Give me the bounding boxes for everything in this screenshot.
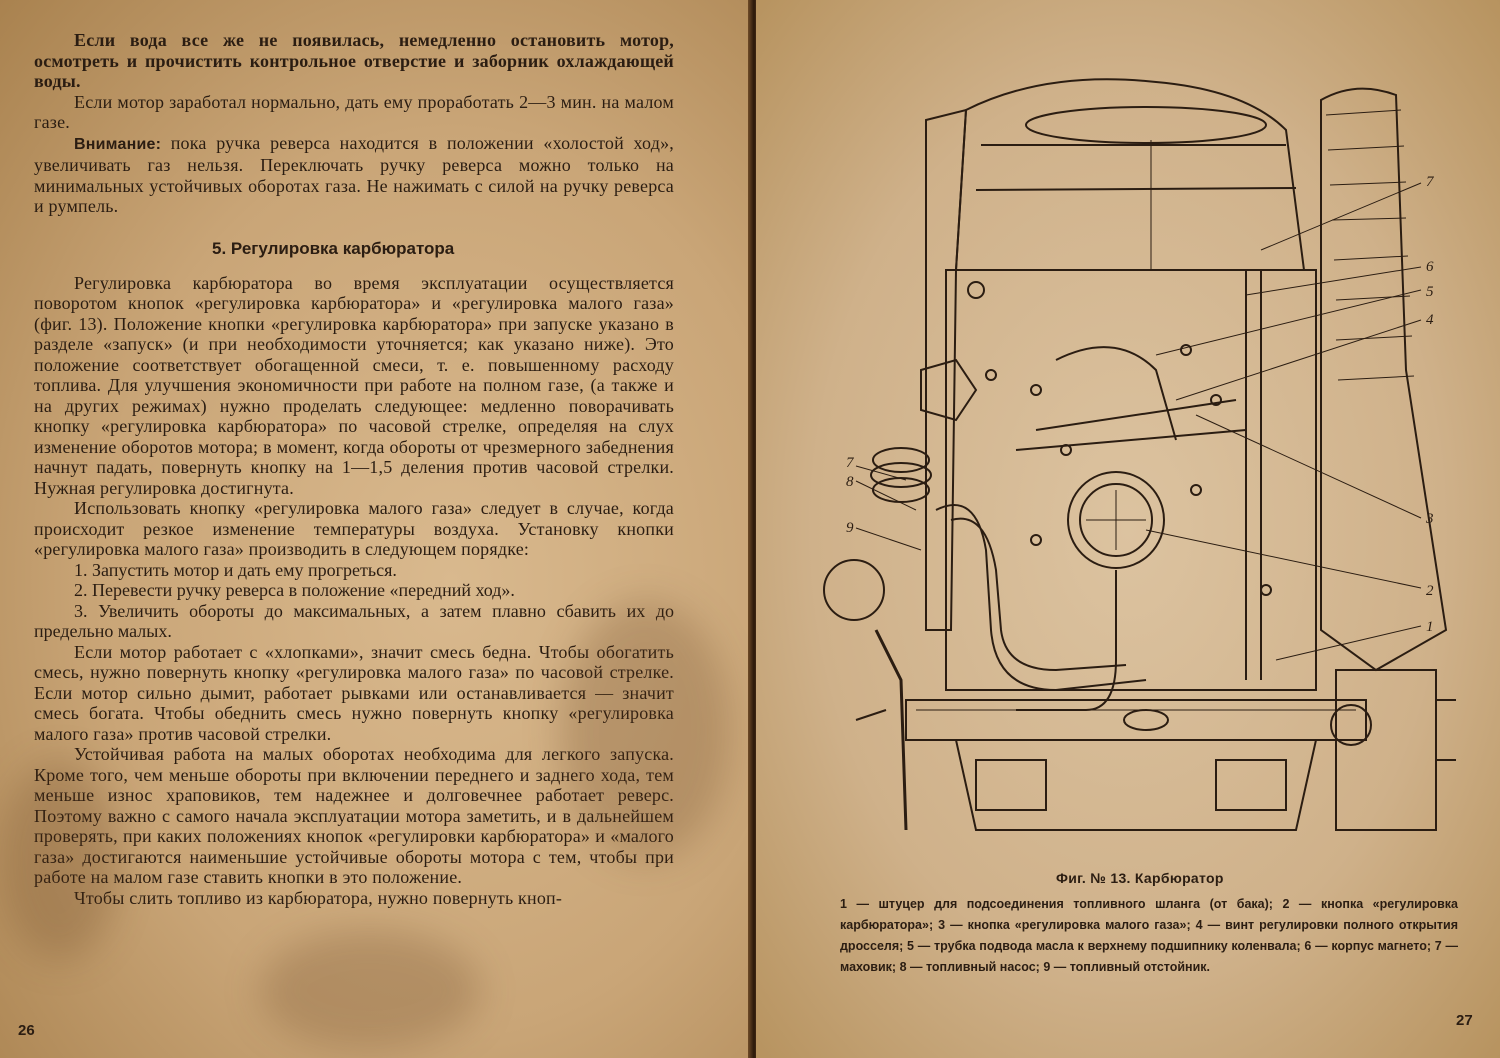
attention-label: Внимание: (74, 135, 162, 153)
paragraph: Регулировка карбюратора во время эксплуатации осуществляется поворотом кнопок «регулировка карбюратора» и «регулировка малого газа» (фиг. 13). Положение кнопки «регулировка карбюратора» при запуске указано в разделе «запуск» (и при необходимости уточняется; как указано ниже). Это положение соответствует обогащенной смеси, т. е. повышенному расходу топлива. Для улучшения экономичности при работе на полном газе, (а также и на других режимах) нужно проделать следующее: медленно поворачивать кнопку «регулировка карбюратора» по часовой стрелке, определяя на слух изменение оборотов мотора; в момент, когда обороты от чрезмерного забеднения начнут падать, повернуть кнопку на 1—1,5 деления против часовой стрелки. Нужная регулировка достигнута. (34, 272, 674, 498)
page-number: 27 (1456, 1012, 1473, 1029)
attention-paragraph (34, 133, 674, 217)
figure-label: 9 (846, 520, 854, 536)
engine-drawing (816, 70, 1456, 840)
paragraph: Если мотор работает с «хлопками», значит смесь бедна. Чтобы обогатить смесь, нужно повернуть кнопку «регулировка малого газа» по часовой стрелке. Если мотор сильно дымит, работает рывками или останавливается — значит смесь богата. Чтобы обеднить смесь нужно повернуть кнопку «регулировка малого газа» против часовой стрелки. (34, 641, 674, 744)
figure-label: 4 (1426, 312, 1434, 328)
figure-legend: 1 — штуцер для подсоединения топливного шланга (от бака); 2 — кнопка «регулировка карбюратора»; 3 — кнопка «регулировка малого газа»; 4 — винт регулировки полного открытия дросселя; 5 — трубка подвода масла к верхнему подшипнику коленвала; 6 — корпус магнето; 7 — маховик; 8 — топливный насос; 9 — топливный отстойник. (840, 897, 1458, 974)
page-number: 26 (18, 1022, 35, 1039)
step-item: 2. Перевести ручку реверса в положение «передний ход». (74, 580, 515, 600)
right-page (756, 0, 1500, 1058)
carburetor-figure (816, 70, 1456, 840)
step-item: 1. Запустить мотор и дать ему прогреться. (74, 559, 397, 580)
paragraph: Чтобы слить топливо из карбюратора, нужно повернуть кноп- (74, 887, 563, 908)
figure-label: 2 (1426, 583, 1434, 599)
section-heading: 5. Регулировка карбюратора (212, 238, 455, 258)
step-item: 3. Увеличить обороты до максимальных, а затем плавно сбавить их до предельно малых. (34, 600, 674, 641)
figure-label: 6 (1426, 259, 1434, 275)
figure-label: 7 (846, 455, 854, 471)
figure-label: 3 (1426, 511, 1434, 527)
paragraph: Устойчивая работа на малых оборотах необходима для легкого запуска. Кроме того, чем меньше обороты при включении переднего и заднего хода, тем меньше износ храповиков, тем надежнее и долговечнее работает реверс. Поэтому важно с самого начала эксплуатации мотора заметить, и в дальнейшем проверять, при каких положениях кнопок «регулировки карбюратора» и «малого газа» достигаются наименьшие устойчивые обороты мотора с тем, чтобы при работе на малом газе ставить кнопки в это положение. (34, 744, 674, 887)
paragraph: Если мотор заработал нормально, дать ему проработать 2—3 мин. на малом газе. (34, 91, 674, 132)
figure-label: 1 (1426, 619, 1434, 635)
figure-label: 8 (846, 474, 854, 490)
figure-caption-title: Фиг. № 13. Карбюратор (1056, 870, 1224, 886)
figure-label: 7 (1426, 174, 1434, 190)
paragraph: Использовать кнопку «регулировка малого газа» следует в случае, когда происходит резкое изменение температуры воздуха. Установку кнопки «регулировка малого газа» производить в следующем порядке: (34, 498, 674, 559)
figure-label: 5 (1426, 284, 1434, 300)
paragraph: Если вода все же не появилась, немедленно остановить мотор, осмотреть и прочистить контрольное отверстие и заборник охлаждающей воды. (34, 30, 674, 91)
attention-text: пока ручка реверса находится в положении «холостой ход», увеличивать газ нельзя. Переключать ручку реверса можно только на минимальных устойчивых оборотах газа. Не нажимать с силой на ручку реверса и румпель. (34, 132, 674, 216)
